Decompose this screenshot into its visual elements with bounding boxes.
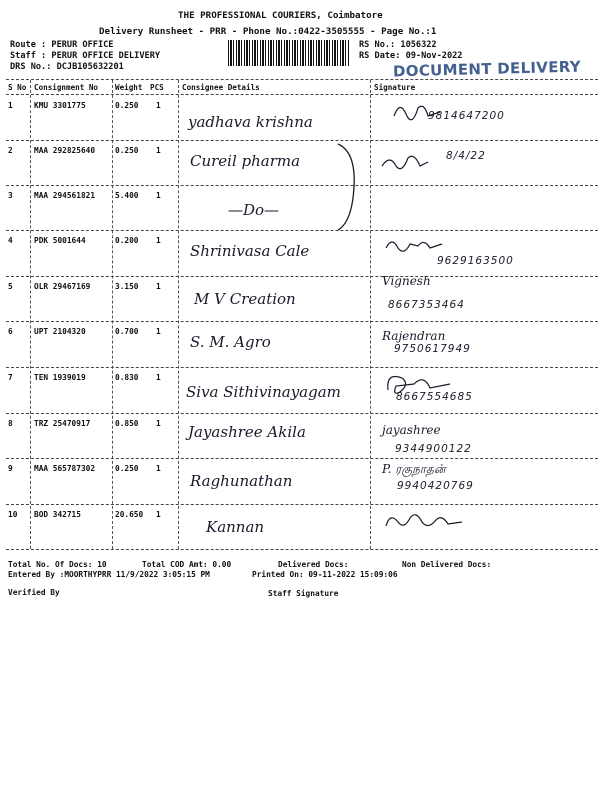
printed-on: Printed On: 09-11-2022 15:09:06 — [252, 570, 398, 579]
total-docs: Total No. Of Docs: 10 — [8, 560, 107, 569]
pcs-value: 1 — [156, 101, 161, 110]
handwritten-phone: 8/4/22 — [446, 150, 486, 162]
runsheet-title: Delivery Runsheet - PRR - Phone No.:0422-3505555 - Page No.:1 — [99, 26, 437, 37]
row-serial: 7 — [8, 373, 13, 382]
consignment-number: TRZ 25470917 — [34, 419, 91, 428]
col-consignee: Consignee Details — [182, 83, 260, 92]
handwritten-phone: 9940420769 — [397, 480, 474, 492]
weight-value: 0.250 — [115, 464, 139, 473]
header-rule — [6, 94, 598, 95]
weight-value: 0.250 — [115, 146, 139, 155]
verified-by: Verified By — [8, 588, 60, 597]
row-serial: 3 — [8, 191, 13, 200]
row-serial: 5 — [8, 282, 13, 291]
weight-value: 0.830 — [115, 373, 139, 382]
weight-value: 0.850 — [115, 419, 139, 428]
weight-value: 0.250 — [115, 101, 139, 110]
handwritten-phone: 8667353464 — [388, 299, 465, 311]
row-serial: 2 — [8, 146, 13, 155]
col-pcs: PCS — [150, 83, 164, 92]
document-delivery-stamp: DOCUMENT DELIVERY — [392, 57, 582, 81]
consignment-number: MAA 292825640 — [34, 146, 96, 155]
rs-number: RS No.: 1056322 — [359, 40, 437, 50]
consignee-handwritten-name: M V Creation — [194, 290, 296, 308]
weight-value: 0.700 — [115, 327, 139, 336]
pcs-value: 1 — [156, 191, 161, 200]
route-label: Route : PERUR OFFICE — [10, 40, 114, 50]
weight-value: 3.150 — [115, 282, 139, 291]
staff-label: Staff : PERUR OFFICE DELIVERY — [10, 51, 161, 61]
row-divider — [6, 140, 598, 141]
weight-value: 0.200 — [115, 236, 139, 245]
pcs-value: 1 — [156, 327, 161, 336]
row-serial: 8 — [8, 419, 13, 428]
consignee-handwritten-name: Raghunathan — [190, 472, 293, 490]
barcode — [228, 40, 350, 66]
consignee-handwritten-name: Kannan — [206, 518, 265, 536]
consignment-number: UPT 2104320 — [34, 327, 86, 336]
consignee-handwritten-name: Shrinivasa Cale — [190, 242, 310, 260]
company-title: THE PROFESSIONAL COURIERS, Coimbatore — [178, 10, 383, 21]
handwritten-phone: 8667554685 — [396, 391, 473, 403]
row-divider — [6, 230, 598, 231]
consignment-number: KMU 3301775 — [34, 101, 86, 110]
handwritten-phone: 9814647200 — [428, 110, 505, 122]
consignee-handwritten-name: Siva Sithivinayagam — [186, 383, 341, 401]
staff-signature: Staff Signature — [268, 589, 339, 598]
row-divider — [6, 276, 598, 277]
row-divider — [6, 321, 598, 322]
ditto-brace — [336, 142, 358, 232]
row-serial: 1 — [8, 101, 13, 110]
weight-value: 20.650 — [115, 510, 144, 519]
signature-scribble — [384, 370, 454, 400]
consignee-handwritten-name: Cureil pharma — [190, 152, 301, 170]
total-cod: Total COD Amt: 0.00 — [142, 560, 232, 569]
handwritten-phone: 9344900122 — [395, 443, 472, 455]
consignment-number: PDK 5001644 — [34, 236, 86, 245]
row-divider — [6, 504, 598, 505]
weight-value: 5.400 — [115, 191, 139, 200]
pcs-value: 1 — [156, 510, 161, 519]
col-divider — [370, 80, 371, 549]
consignee-handwritten-name: yadhava krishna — [188, 113, 313, 131]
pcs-value: 1 — [156, 282, 161, 291]
col-signature: Signature — [374, 83, 416, 92]
row-divider — [6, 458, 598, 459]
consignee-handwritten-name: S. M. Agro — [190, 333, 271, 351]
row-serial: 4 — [8, 236, 13, 245]
consignment-number: MAA 294561821 — [34, 191, 96, 200]
signature-text: Rajendran — [382, 329, 446, 343]
drs-number: DRS No.: DCJB105632201 — [10, 62, 124, 72]
consignee-handwritten-name: Jayashree Akila — [188, 423, 306, 441]
signature-text: P. ரகுநாதன் — [382, 462, 446, 476]
non-delivered-docs: Non Delivered Docs: — [402, 560, 492, 569]
row-divider — [6, 413, 598, 414]
entered-by: Entered By :MOORTHYPRR 11/9/2022 3:05:15 PM — [8, 570, 210, 579]
col-consignment: Consignment No — [34, 83, 99, 92]
signature-scribble — [392, 98, 442, 122]
table-bottom-rule — [6, 549, 598, 550]
signature-scribble — [384, 234, 444, 258]
signature-scribble — [380, 150, 430, 174]
row-serial: 10 — [8, 510, 18, 519]
signature-text: Vignesh — [382, 274, 431, 288]
col-weight: Weight — [115, 83, 143, 92]
pcs-value: 1 — [156, 373, 161, 382]
col-divider — [30, 80, 31, 549]
col-divider — [178, 80, 179, 549]
delivered-docs: Delivered Docs: — [278, 560, 349, 569]
row-divider — [6, 185, 598, 186]
handwritten-phone: 9629163500 — [437, 255, 514, 267]
consignment-number: TEN 1939019 — [34, 373, 86, 382]
consignment-number: OLR 29467169 — [34, 282, 91, 291]
rs-date: RS Date: 09-Nov-2022 — [359, 51, 463, 61]
handwritten-phone: 9750617949 — [394, 343, 471, 355]
col-divider — [112, 80, 113, 549]
consignee-handwritten-name: —Do— — [228, 201, 280, 219]
row-serial: 6 — [8, 327, 13, 336]
pcs-value: 1 — [156, 236, 161, 245]
row-divider — [6, 367, 598, 368]
consignment-number: MAA 565787302 — [34, 464, 96, 473]
signature-scribble — [384, 508, 464, 534]
signature-text: jayashree — [382, 423, 441, 437]
col-sno: S No — [8, 83, 27, 92]
pcs-value: 1 — [156, 419, 161, 428]
pcs-value: 1 — [156, 146, 161, 155]
pcs-value: 1 — [156, 464, 161, 473]
table-top-rule — [6, 79, 598, 80]
consignment-number: BOD 342715 — [34, 510, 81, 519]
row-serial: 9 — [8, 464, 13, 473]
